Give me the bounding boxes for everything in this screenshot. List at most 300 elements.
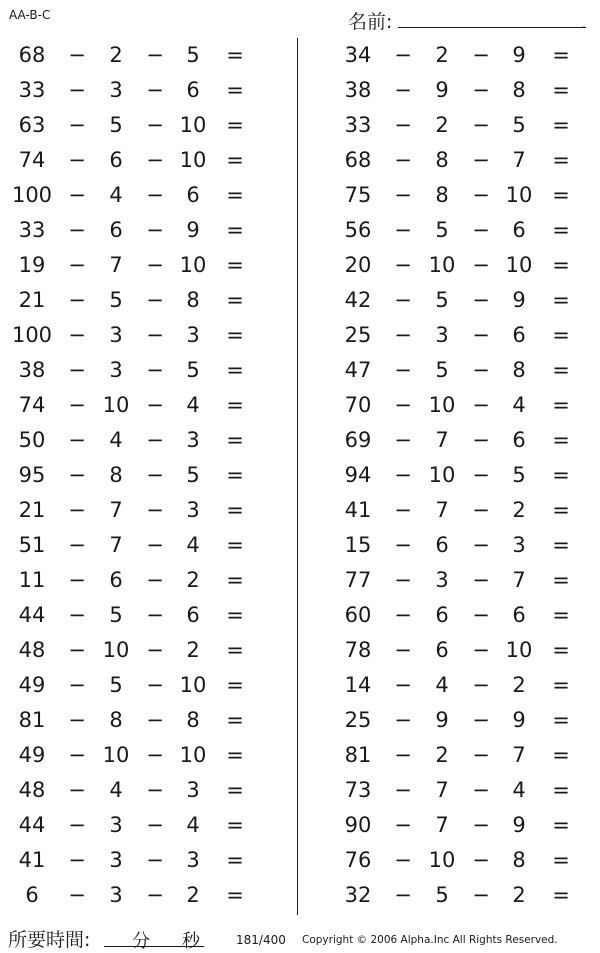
minus-sign: − — [68, 708, 86, 732]
minus-sign: − — [68, 78, 86, 102]
subtrahend-1: 3 — [109, 323, 123, 347]
minus-sign: − — [472, 148, 490, 172]
subtrahend-1: 3 — [435, 323, 449, 347]
minus-sign: − — [146, 708, 164, 732]
subtrahend-2: 10 — [179, 743, 207, 767]
minus-sign: − — [68, 393, 86, 417]
subtrahend-2: 10 — [505, 183, 533, 207]
minus-sign: − — [472, 358, 490, 382]
minuend: 90 — [344, 813, 372, 837]
subtrahend-2: 4 — [186, 533, 200, 557]
equals-sign: = — [226, 813, 244, 837]
problem-row — [0, 108, 296, 143]
subtrahend-2: 8 — [512, 358, 526, 382]
minus-sign: − — [394, 393, 412, 417]
subtrahend-1: 4 — [109, 778, 123, 802]
equals-sign: = — [226, 848, 244, 872]
problem-row — [326, 878, 600, 913]
equals-sign: = — [552, 638, 570, 662]
minuend: 56 — [344, 218, 372, 242]
problem-row — [326, 108, 600, 143]
minus-sign: − — [68, 113, 86, 137]
subtrahend-2: 2 — [186, 883, 200, 907]
subtrahend-2: 8 — [512, 78, 526, 102]
problem-row — [326, 458, 600, 493]
minus-sign: − — [146, 393, 164, 417]
problem-row — [326, 38, 600, 73]
problem-row — [326, 143, 600, 178]
minus-sign: − — [146, 813, 164, 837]
problem-row — [0, 563, 296, 598]
equals-sign: = — [552, 673, 570, 697]
left-problem-column — [0, 38, 296, 913]
minus-sign: − — [394, 148, 412, 172]
equals-sign: = — [552, 253, 570, 277]
minus-sign: − — [146, 78, 164, 102]
subtrahend-1: 10 — [428, 393, 456, 417]
equals-sign: = — [226, 533, 244, 557]
subtrahend-1: 10 — [102, 743, 130, 767]
subtrahend-1: 5 — [435, 288, 449, 312]
problem-row — [0, 178, 296, 213]
minus-sign: − — [146, 533, 164, 557]
minus-sign: − — [68, 183, 86, 207]
subtrahend-1: 6 — [109, 568, 123, 592]
minuend: 100 — [11, 183, 53, 207]
subtrahend-2: 10 — [179, 148, 207, 172]
subtrahend-2: 9 — [186, 218, 200, 242]
equals-sign: = — [552, 43, 570, 67]
equals-sign: = — [552, 218, 570, 242]
minuend: 42 — [344, 288, 372, 312]
problem-row — [326, 738, 600, 773]
minuend: 76 — [344, 848, 372, 872]
subtrahend-2: 6 — [512, 323, 526, 347]
problem-row — [326, 248, 600, 283]
minus-sign: − — [146, 743, 164, 767]
minus-sign: − — [146, 113, 164, 137]
equals-sign: = — [226, 743, 244, 767]
equals-sign: = — [552, 498, 570, 522]
subtrahend-1: 5 — [109, 673, 123, 697]
minus-sign: − — [394, 638, 412, 662]
minus-sign: − — [394, 848, 412, 872]
problem-row — [326, 73, 600, 108]
minus-sign: − — [394, 428, 412, 452]
subtrahend-1: 6 — [109, 218, 123, 242]
problem-row — [0, 598, 296, 633]
subtrahend-2: 10 — [179, 113, 207, 137]
problem-row — [0, 668, 296, 703]
equals-sign: = — [226, 218, 244, 242]
problem-row — [0, 423, 296, 458]
problem-row — [326, 808, 600, 843]
minuend: 21 — [18, 288, 46, 312]
subtrahend-1: 10 — [102, 638, 130, 662]
subtrahend-2: 6 — [512, 603, 526, 627]
equals-sign: = — [226, 253, 244, 277]
subtrahend-1: 7 — [109, 533, 123, 557]
problem-row — [0, 808, 296, 843]
equals-sign: = — [552, 358, 570, 382]
subtrahend-1: 5 — [109, 113, 123, 137]
minuend: 34 — [344, 43, 372, 67]
equals-sign: = — [226, 148, 244, 172]
equals-sign: = — [226, 43, 244, 67]
subtrahend-2: 6 — [186, 78, 200, 102]
subtrahend-2: 6 — [186, 603, 200, 627]
minus-sign: − — [146, 323, 164, 347]
minuend: 38 — [18, 358, 46, 382]
equals-sign: = — [552, 848, 570, 872]
minuend: 51 — [18, 533, 46, 557]
subtrahend-1: 5 — [435, 218, 449, 242]
equals-sign: = — [552, 568, 570, 592]
minuend: 100 — [11, 323, 53, 347]
minuend: 19 — [18, 253, 46, 277]
minus-sign: − — [394, 218, 412, 242]
equals-sign: = — [226, 183, 244, 207]
subtrahend-2: 3 — [186, 428, 200, 452]
minus-sign: − — [68, 218, 86, 242]
equals-sign: = — [552, 323, 570, 347]
subtrahend-1: 10 — [428, 463, 456, 487]
minus-sign: − — [472, 218, 490, 242]
subtrahend-1: 7 — [435, 778, 449, 802]
minus-sign: − — [146, 288, 164, 312]
minus-sign: − — [68, 43, 86, 67]
minus-sign: − — [472, 113, 490, 137]
minuend: 33 — [344, 113, 372, 137]
problem-row — [326, 668, 600, 703]
subtrahend-1: 8 — [109, 463, 123, 487]
subtrahend-2: 2 — [186, 568, 200, 592]
subtrahend-2: 5 — [512, 113, 526, 137]
minuend: 63 — [18, 113, 46, 137]
minus-sign: − — [394, 813, 412, 837]
subtrahend-1: 7 — [109, 498, 123, 522]
minuend: 38 — [344, 78, 372, 102]
second-label: 秒 — [182, 931, 200, 952]
subtrahend-1: 8 — [435, 148, 449, 172]
subtrahend-2: 4 — [186, 393, 200, 417]
minuend: 32 — [344, 883, 372, 907]
minuend: 68 — [344, 148, 372, 172]
minus-sign: − — [68, 568, 86, 592]
minus-sign: − — [146, 43, 164, 67]
minuend: 95 — [18, 463, 46, 487]
subtrahend-2: 3 — [186, 778, 200, 802]
subtrahend-2: 2 — [512, 883, 526, 907]
minuend: 48 — [18, 778, 46, 802]
minuend: 60 — [344, 603, 372, 627]
minus-sign: − — [472, 813, 490, 837]
subtrahend-2: 9 — [512, 43, 526, 67]
equals-sign: = — [226, 78, 244, 102]
problem-row — [326, 178, 600, 213]
problem-row — [326, 598, 600, 633]
subtrahend-1: 6 — [435, 533, 449, 557]
subtrahend-1: 6 — [435, 603, 449, 627]
minus-sign: − — [146, 603, 164, 627]
equals-sign: = — [552, 428, 570, 452]
problem-row — [326, 423, 600, 458]
worksheet-code: AA-B-C — [9, 8, 51, 22]
minus-sign: − — [68, 883, 86, 907]
subtrahend-1: 2 — [435, 43, 449, 67]
minus-sign: − — [68, 253, 86, 277]
minus-sign: − — [472, 568, 490, 592]
minus-sign: − — [394, 183, 412, 207]
problem-row — [0, 633, 296, 668]
minus-sign: − — [394, 288, 412, 312]
minuend: 49 — [18, 743, 46, 767]
subtrahend-1: 10 — [102, 393, 130, 417]
subtrahend-1: 3 — [109, 848, 123, 872]
problem-row — [326, 213, 600, 248]
minus-sign: − — [472, 428, 490, 452]
problem-row — [326, 843, 600, 878]
equals-sign: = — [552, 393, 570, 417]
minuend: 41 — [344, 498, 372, 522]
minus-sign: − — [146, 778, 164, 802]
equals-sign: = — [226, 603, 244, 627]
subtrahend-2: 5 — [186, 358, 200, 382]
page-number: 181/400 — [236, 933, 286, 947]
problem-row — [326, 528, 600, 563]
minus-sign: − — [472, 43, 490, 67]
problem-row — [0, 213, 296, 248]
subtrahend-2: 4 — [186, 813, 200, 837]
problem-row — [0, 493, 296, 528]
name-line[interactable] — [398, 27, 586, 28]
problem-row — [0, 248, 296, 283]
minuend: 33 — [18, 78, 46, 102]
problem-row — [326, 633, 600, 668]
minuend: 77 — [344, 568, 372, 592]
subtrahend-2: 8 — [186, 288, 200, 312]
problem-row — [0, 528, 296, 563]
minuend: 74 — [18, 148, 46, 172]
minus-sign: − — [146, 848, 164, 872]
equals-sign: = — [552, 883, 570, 907]
subtrahend-1: 10 — [428, 253, 456, 277]
equals-sign: = — [552, 288, 570, 312]
minuend: 14 — [344, 673, 372, 697]
minuend: 41 — [18, 848, 46, 872]
equals-sign: = — [226, 393, 244, 417]
minuend: 6 — [25, 883, 39, 907]
copyright: Copyright © 2006 Alpha.Inc All Rights Reserved. — [302, 934, 558, 946]
problem-row — [0, 458, 296, 493]
equals-sign: = — [226, 778, 244, 802]
subtrahend-2: 6 — [186, 183, 200, 207]
problem-row — [326, 388, 600, 423]
minus-sign: − — [394, 358, 412, 382]
problem-row — [0, 703, 296, 738]
minuend: 74 — [18, 393, 46, 417]
problem-row — [0, 773, 296, 808]
minus-sign: − — [146, 253, 164, 277]
minus-sign: − — [68, 673, 86, 697]
subtrahend-1: 6 — [109, 148, 123, 172]
equals-sign: = — [226, 708, 244, 732]
problem-row — [326, 318, 600, 353]
minuend: 21 — [18, 498, 46, 522]
equals-sign: = — [226, 428, 244, 452]
minus-sign: − — [146, 428, 164, 452]
minus-sign: − — [394, 43, 412, 67]
minus-sign: − — [394, 533, 412, 557]
minus-sign: − — [146, 218, 164, 242]
equals-sign: = — [226, 498, 244, 522]
subtrahend-1: 5 — [435, 358, 449, 382]
problem-row — [326, 353, 600, 388]
subtrahend-2: 9 — [512, 708, 526, 732]
minuend: 69 — [344, 428, 372, 452]
subtrahend-2: 3 — [186, 323, 200, 347]
minus-sign: − — [394, 463, 412, 487]
minuend: 50 — [18, 428, 46, 452]
minus-sign: − — [472, 183, 490, 207]
minus-sign: − — [394, 673, 412, 697]
name-dot: . — [582, 17, 586, 31]
problem-row — [0, 738, 296, 773]
minus-sign: − — [394, 603, 412, 627]
equals-sign: = — [226, 463, 244, 487]
minuend: 81 — [344, 743, 372, 767]
minus-sign: − — [472, 778, 490, 802]
minuend: 49 — [18, 673, 46, 697]
minuend: 20 — [344, 253, 372, 277]
minus-sign: − — [472, 288, 490, 312]
equals-sign: = — [226, 638, 244, 662]
subtrahend-2: 2 — [512, 498, 526, 522]
time-label: 所要時間: — [8, 929, 91, 951]
minus-sign: − — [394, 708, 412, 732]
subtrahend-2: 10 — [179, 673, 207, 697]
minus-sign: − — [472, 393, 490, 417]
minus-sign: − — [472, 743, 490, 767]
equals-sign: = — [552, 603, 570, 627]
equals-sign: = — [552, 78, 570, 102]
subtrahend-1: 2 — [435, 113, 449, 137]
subtrahend-2: 7 — [512, 148, 526, 172]
minuend: 70 — [344, 393, 372, 417]
problem-row — [0, 73, 296, 108]
subtrahend-1: 5 — [435, 883, 449, 907]
subtrahend-1: 9 — [435, 78, 449, 102]
minus-sign: − — [68, 358, 86, 382]
equals-sign: = — [226, 358, 244, 382]
subtrahend-1: 4 — [109, 428, 123, 452]
minus-sign: − — [68, 638, 86, 662]
subtrahend-1: 6 — [435, 638, 449, 662]
subtrahend-2: 10 — [505, 253, 533, 277]
subtrahend-2: 4 — [512, 393, 526, 417]
subtrahend-1: 2 — [109, 43, 123, 67]
problem-row — [326, 563, 600, 598]
minus-sign: − — [68, 498, 86, 522]
problem-row — [0, 843, 296, 878]
minus-sign: − — [146, 148, 164, 172]
subtrahend-2: 5 — [186, 463, 200, 487]
minus-sign: − — [472, 498, 490, 522]
problem-row — [0, 283, 296, 318]
minus-sign: − — [68, 848, 86, 872]
minuend: 78 — [344, 638, 372, 662]
minuend: 48 — [18, 638, 46, 662]
minus-sign: − — [472, 533, 490, 557]
problem-row — [0, 143, 296, 178]
equals-sign: = — [552, 708, 570, 732]
minus-sign: − — [472, 253, 490, 277]
subtrahend-2: 10 — [505, 638, 533, 662]
minus-sign: − — [68, 778, 86, 802]
subtrahend-1: 3 — [109, 883, 123, 907]
equals-sign: = — [226, 288, 244, 312]
problem-row — [326, 283, 600, 318]
minus-sign: − — [146, 183, 164, 207]
subtrahend-1: 4 — [435, 673, 449, 697]
minuend: 94 — [344, 463, 372, 487]
minuend: 81 — [18, 708, 46, 732]
subtrahend-2: 8 — [186, 708, 200, 732]
subtrahend-2: 6 — [512, 218, 526, 242]
subtrahend-1: 8 — [109, 708, 123, 732]
equals-sign: = — [226, 883, 244, 907]
minuend: 33 — [18, 218, 46, 242]
subtrahend-1: 3 — [109, 358, 123, 382]
minus-sign: − — [68, 603, 86, 627]
equals-sign: = — [552, 183, 570, 207]
subtrahend-1: 10 — [428, 848, 456, 872]
minus-sign: − — [394, 113, 412, 137]
minus-sign: − — [146, 463, 164, 487]
minus-sign: − — [394, 253, 412, 277]
minus-sign: − — [68, 288, 86, 312]
subtrahend-2: 9 — [512, 813, 526, 837]
minus-sign: − — [472, 323, 490, 347]
minuend: 25 — [344, 708, 372, 732]
minute-label: 分 — [132, 931, 150, 952]
subtrahend-1: 8 — [435, 183, 449, 207]
minuend: 15 — [344, 533, 372, 557]
minus-sign: − — [394, 883, 412, 907]
subtrahend-2: 5 — [512, 463, 526, 487]
minuend: 11 — [18, 568, 46, 592]
subtrahend-2: 3 — [512, 533, 526, 557]
minus-sign: − — [68, 533, 86, 557]
subtrahend-2: 5 — [186, 43, 200, 67]
subtrahend-2: 7 — [512, 568, 526, 592]
equals-sign: = — [226, 323, 244, 347]
subtrahend-1: 3 — [109, 813, 123, 837]
minus-sign: − — [472, 463, 490, 487]
subtrahend-1: 5 — [109, 603, 123, 627]
minus-sign: − — [472, 673, 490, 697]
equals-sign: = — [226, 673, 244, 697]
problem-row — [0, 388, 296, 423]
equals-sign: = — [552, 148, 570, 172]
problem-row — [326, 703, 600, 738]
minus-sign: − — [394, 568, 412, 592]
subtrahend-1: 5 — [109, 288, 123, 312]
minus-sign: − — [472, 848, 490, 872]
minus-sign: − — [472, 708, 490, 732]
subtrahend-1: 3 — [109, 78, 123, 102]
minuend: 44 — [18, 813, 46, 837]
